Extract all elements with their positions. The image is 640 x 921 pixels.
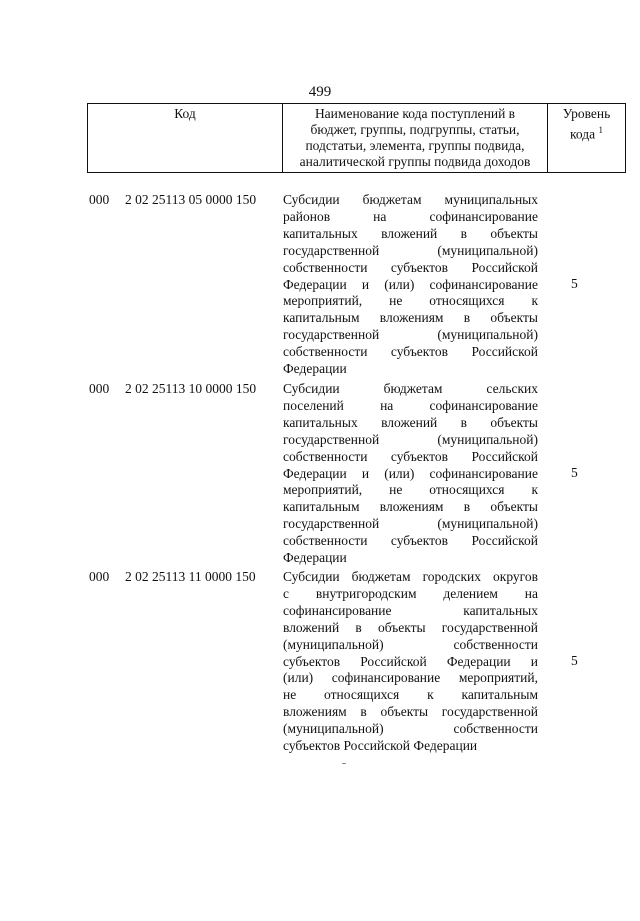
row-description: Субсидии бюджетам муниципальных районов на софинансирование капитальных вложений в объекты государственной (муниципальной) собственности субъектов Российской Федерации и (или) софинансирование мероприятий, не относящихся к капитальным вложениям в объекты государственной (муниципальной) собственности субъектов Российской Федерации (283, 192, 538, 377)
row-description: Субсидии бюджетам сельских поселений на софинансирование капитальных вложений в объекты государственной (муниципальной) собственности субъектов Российской Федерации и (или) софинансирование мероприятий, не относящихся к капитальным вложениям в объекты государственной (муниципальной) собственности субъектов Российской Федерации (283, 381, 538, 566)
page-number: 499 (308, 84, 332, 100)
header-name (283, 104, 548, 173)
row-description: Субсидии бюджетам городских округов с внутригородским делением на софинансирование капитальных вложений в объекты государственной (муниципальной) собственности субъектов Российской Федерации и (или) софинансирование мероприятий, не относящихся к капитальным вложениям в объекты государственной (муниципальной) собственности субъектов Российской Федерации (283, 569, 538, 754)
footnote-marker: 1 (598, 125, 603, 135)
row-code: 2 02 25113 05 0000 150 (125, 192, 257, 207)
header-level-line: кода $^1$ (570, 125, 603, 142)
row-code: 2 02 25113 10 0000 150 (125, 381, 257, 396)
header-name-line: бюджет, группы, подгруппы, статьи, (310, 122, 520, 137)
header-level (548, 104, 626, 173)
header-name-line: аналитической группы подвида доходов (299, 154, 531, 169)
row-code: 2 02 25113 11 0000 150 (125, 569, 256, 584)
row-level: 5 (571, 653, 578, 668)
row-level: 5 (571, 276, 578, 291)
row-prefix: 000 (89, 381, 110, 396)
header-level-line: Уровень (562, 106, 611, 121)
header-name-line: Наименование кода поступлений в (314, 106, 516, 121)
scan-speck (342, 763, 346, 764)
table-header (87, 103, 626, 173)
row-prefix: 000 (89, 569, 110, 584)
row-level: 5 (571, 465, 578, 480)
row-prefix: 000 (89, 192, 110, 207)
header-code: Код (88, 104, 283, 173)
header-name-line: подстатьи, элемента, группы подвида, (305, 138, 525, 153)
